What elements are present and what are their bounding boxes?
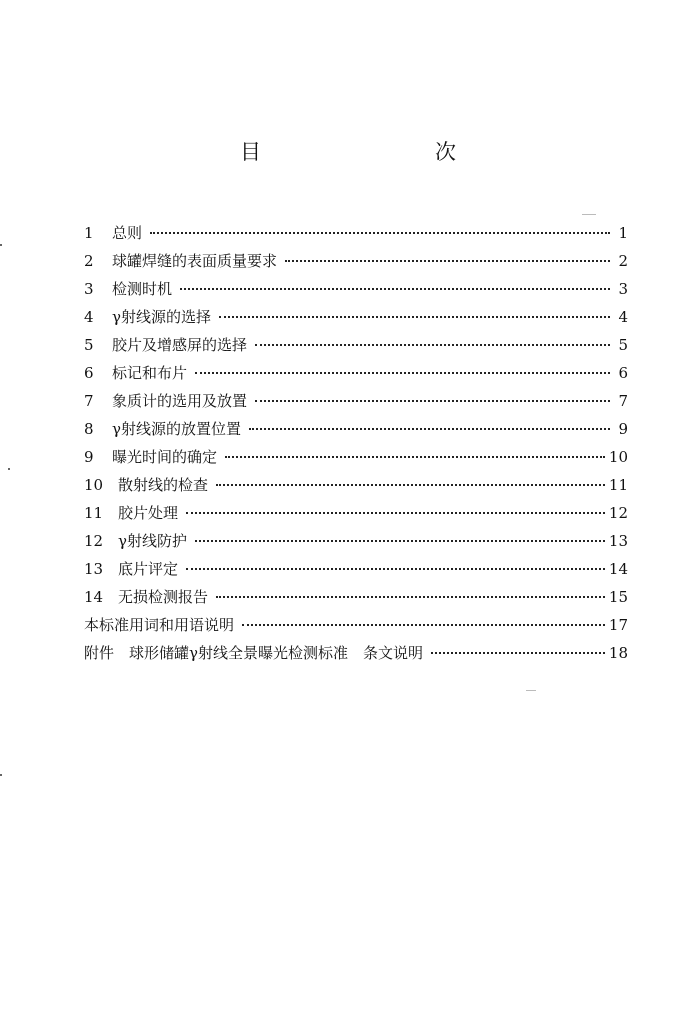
dot-leader bbox=[285, 260, 610, 262]
toc-entry[interactable] bbox=[84, 278, 628, 306]
toc-entry[interactable] bbox=[84, 390, 628, 418]
scan-speck bbox=[0, 244, 2, 246]
toc-entry-title: 球罐焊缝的表面质量要求 bbox=[112, 252, 278, 270]
dot-leader bbox=[242, 624, 605, 626]
dot-leader bbox=[150, 232, 610, 234]
dot-leader bbox=[249, 428, 610, 430]
toc-entry[interactable] bbox=[84, 530, 628, 558]
page-title: 目 次 bbox=[240, 140, 500, 164]
toc-entry-title: 检测时机 bbox=[112, 280, 173, 298]
toc-entry-number: 8 bbox=[84, 420, 94, 438]
toc-entry-title: 总则 bbox=[112, 224, 143, 242]
toc-entry-number: 7 bbox=[84, 392, 94, 410]
toc-entry-page: 3 bbox=[618, 280, 628, 298]
toc-entry-number: 2 bbox=[84, 252, 94, 270]
toc-entry[interactable] bbox=[84, 502, 628, 530]
toc-entry-number: 12 bbox=[84, 532, 104, 550]
dot-leader bbox=[255, 400, 610, 402]
dot-leader bbox=[195, 372, 610, 374]
scan-speck bbox=[526, 690, 536, 691]
toc-entry-title: 底片评定 bbox=[118, 560, 179, 578]
toc-entry-page: 11 bbox=[608, 476, 628, 494]
dot-leader bbox=[195, 540, 605, 542]
toc-entry[interactable] bbox=[84, 558, 628, 586]
dot-leader bbox=[431, 652, 605, 654]
toc-entry-page: 12 bbox=[608, 504, 628, 522]
toc-entry[interactable] bbox=[84, 250, 628, 278]
toc-entry-title: γ射线源的放置位置 bbox=[112, 420, 241, 438]
toc-entry[interactable] bbox=[84, 418, 628, 446]
dot-leader bbox=[186, 568, 605, 570]
toc-entry[interactable] bbox=[84, 642, 628, 670]
dot-leader bbox=[219, 316, 610, 318]
toc-entry-number: 6 bbox=[84, 364, 94, 382]
toc-entry-title: 散射线的检查 bbox=[118, 476, 209, 494]
toc-entry-number: 13 bbox=[84, 560, 104, 578]
dot-leader bbox=[225, 456, 605, 458]
toc-entry[interactable] bbox=[84, 306, 628, 334]
toc-entry-page: 15 bbox=[608, 588, 628, 606]
toc-entry-page: 18 bbox=[608, 644, 628, 662]
toc-entry-page: 14 bbox=[608, 560, 628, 578]
toc-entry-page: 6 bbox=[618, 364, 628, 382]
toc-entry-title: 标记和布片 bbox=[112, 364, 188, 382]
toc-entry-title: γ射线源的选择 bbox=[112, 308, 211, 326]
toc-entry-number: 5 bbox=[84, 336, 94, 354]
toc-entry-number: 1 bbox=[84, 224, 94, 242]
toc-entry-number: 3 bbox=[84, 280, 94, 298]
toc-entry[interactable] bbox=[84, 222, 628, 250]
toc-entry-number: 4 bbox=[84, 308, 94, 326]
scan-speck bbox=[582, 214, 596, 215]
toc-entry-title: 附件 球形储罐γ射线全景曝光检测标准 条文说明 bbox=[84, 644, 423, 662]
toc-entry-page: 5 bbox=[618, 336, 628, 354]
toc-entry-title: γ射线防护 bbox=[118, 532, 187, 550]
toc-entry[interactable] bbox=[84, 334, 628, 362]
dot-leader bbox=[255, 344, 610, 346]
dot-leader bbox=[180, 288, 610, 290]
toc-entry-number: 9 bbox=[84, 448, 94, 466]
toc-entry-page: 17 bbox=[608, 616, 628, 634]
toc-entry-number: 14 bbox=[84, 588, 104, 606]
toc-entry-number: 10 bbox=[84, 476, 104, 494]
dot-leader bbox=[186, 512, 605, 514]
toc-entry[interactable] bbox=[84, 362, 628, 390]
toc-entry-title: 胶片及增感屏的选择 bbox=[112, 336, 248, 354]
table-of-contents bbox=[84, 222, 628, 670]
dot-leader bbox=[216, 484, 605, 486]
toc-entry-title: 无损检测报告 bbox=[118, 588, 209, 606]
toc-entry-title: 胶片处理 bbox=[118, 504, 179, 522]
toc-entry[interactable] bbox=[84, 586, 628, 614]
toc-entry-number: 11 bbox=[84, 504, 104, 522]
toc-entry-title: 本标准用词和用语说明 bbox=[84, 616, 235, 634]
toc-entry-title: 曝光时间的确定 bbox=[112, 448, 218, 466]
toc-entry-page: 9 bbox=[618, 420, 628, 438]
toc-entry-page: 4 bbox=[618, 308, 628, 326]
toc-entry-page: 10 bbox=[608, 448, 628, 466]
dot-leader bbox=[216, 596, 605, 598]
toc-entry-page: 7 bbox=[618, 392, 628, 410]
toc-entry-page: 1 bbox=[618, 224, 628, 242]
toc-entry-page: 13 bbox=[608, 532, 628, 550]
toc-entry[interactable] bbox=[84, 446, 628, 474]
scan-speck bbox=[8, 468, 10, 470]
toc-entry[interactable] bbox=[84, 474, 628, 502]
toc-entry-title: 象质计的选用及放置 bbox=[112, 392, 248, 410]
toc-entry[interactable] bbox=[84, 614, 628, 642]
scan-speck bbox=[0, 774, 2, 776]
toc-entry-page: 2 bbox=[618, 252, 628, 270]
